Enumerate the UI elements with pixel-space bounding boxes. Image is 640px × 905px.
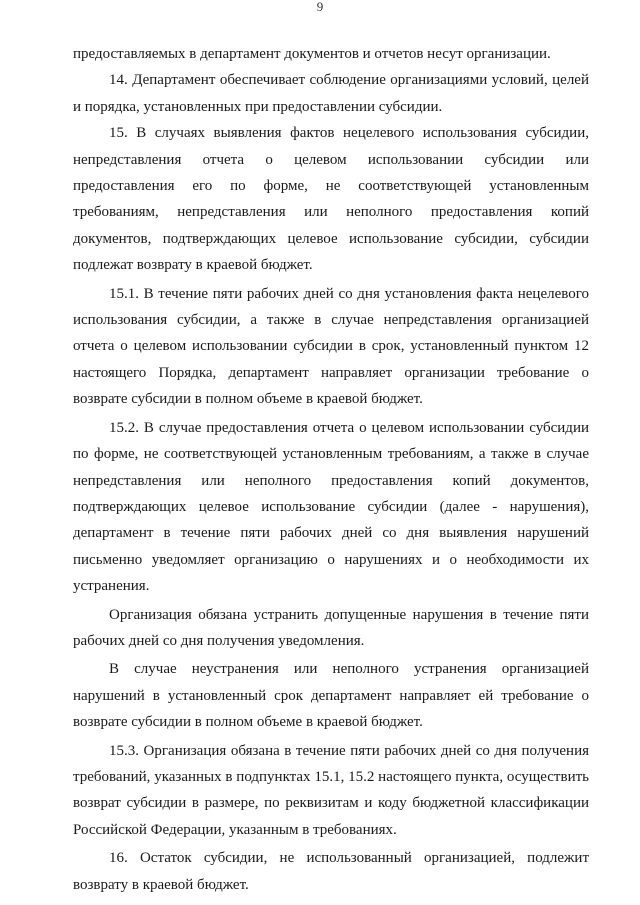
paragraph-continuation: предоставляемых в департамент документов и отчетов несут организации. (73, 46, 551, 62)
paragraph-15: 15. В случаях выявления фактов нецелевого использования субсидии, непредставления отчета о целевом использовании субсидии или предоставления его по форме, не соответствующей установленным требованиям, непредставления или неполного предоставления копий документов, подтверждающих целевое использование субсидии, субсидии подлежат возврату в краевой бюджет. (73, 125, 589, 274)
page-number: 9 (316, 0, 324, 14)
paragraph-15-2: 15.2. В случае предоставления отчета о целевом использовании субсидии по форме, не соответствующей установленным требованиям, а также в случае непредставления или неполного предоставления копий документов, подтверждающих целевое использование субсидии (далее - нарушения), департамент в течение пяти рабочих дней со дня выявления нарушений письменно уведомляет организацию о нарушениях и о необходимости их устранения. (73, 419, 589, 595)
paragraph-15-1: 15.1. В течение пяти рабочих дней со дня установления факта нецелевого использования субсидии, а также в случае непредставления организацией отчета о целевом использовании субсидии в срок, установленный пунктом 12 настоящего Порядка, департамент направляет организации требование о возврате субсидии в полном объеме в краевой бюджет. (73, 285, 589, 408)
paragraph-14: 14. Департамент обеспечивает соблюдение организациями условий, целей и порядка, установленных при предоставлении субсидии. (73, 72, 589, 115)
paragraph-16: 16. Остаток субсидии, не использованный организацией, подлежит возврату в краевой бюджет. (73, 850, 589, 893)
document-body (73, 41, 589, 898)
paragraph-15-3: 15.3. Организация обязана в течение пяти рабочих дней со дня получения требований, указанных в подпунктах 15.1, 15.2 настоящего пункта, осуществить возврат субсидии в размере, по реквизитам и коду бюджетной классификации Российской Федерации, указанным в требованиях. (73, 742, 589, 838)
paragraph-organization-obligation: Организация обязана устранить допущенные нарушения в течение пяти рабочих дней со дня получения уведомления. (73, 606, 589, 649)
paragraph-non-elimination: В случае неустранения или неполного устранения организацией нарушений в установленный срок департамент направляет ей требование о возврате субсидии в полном объеме в краевой бюджет. (73, 661, 589, 731)
